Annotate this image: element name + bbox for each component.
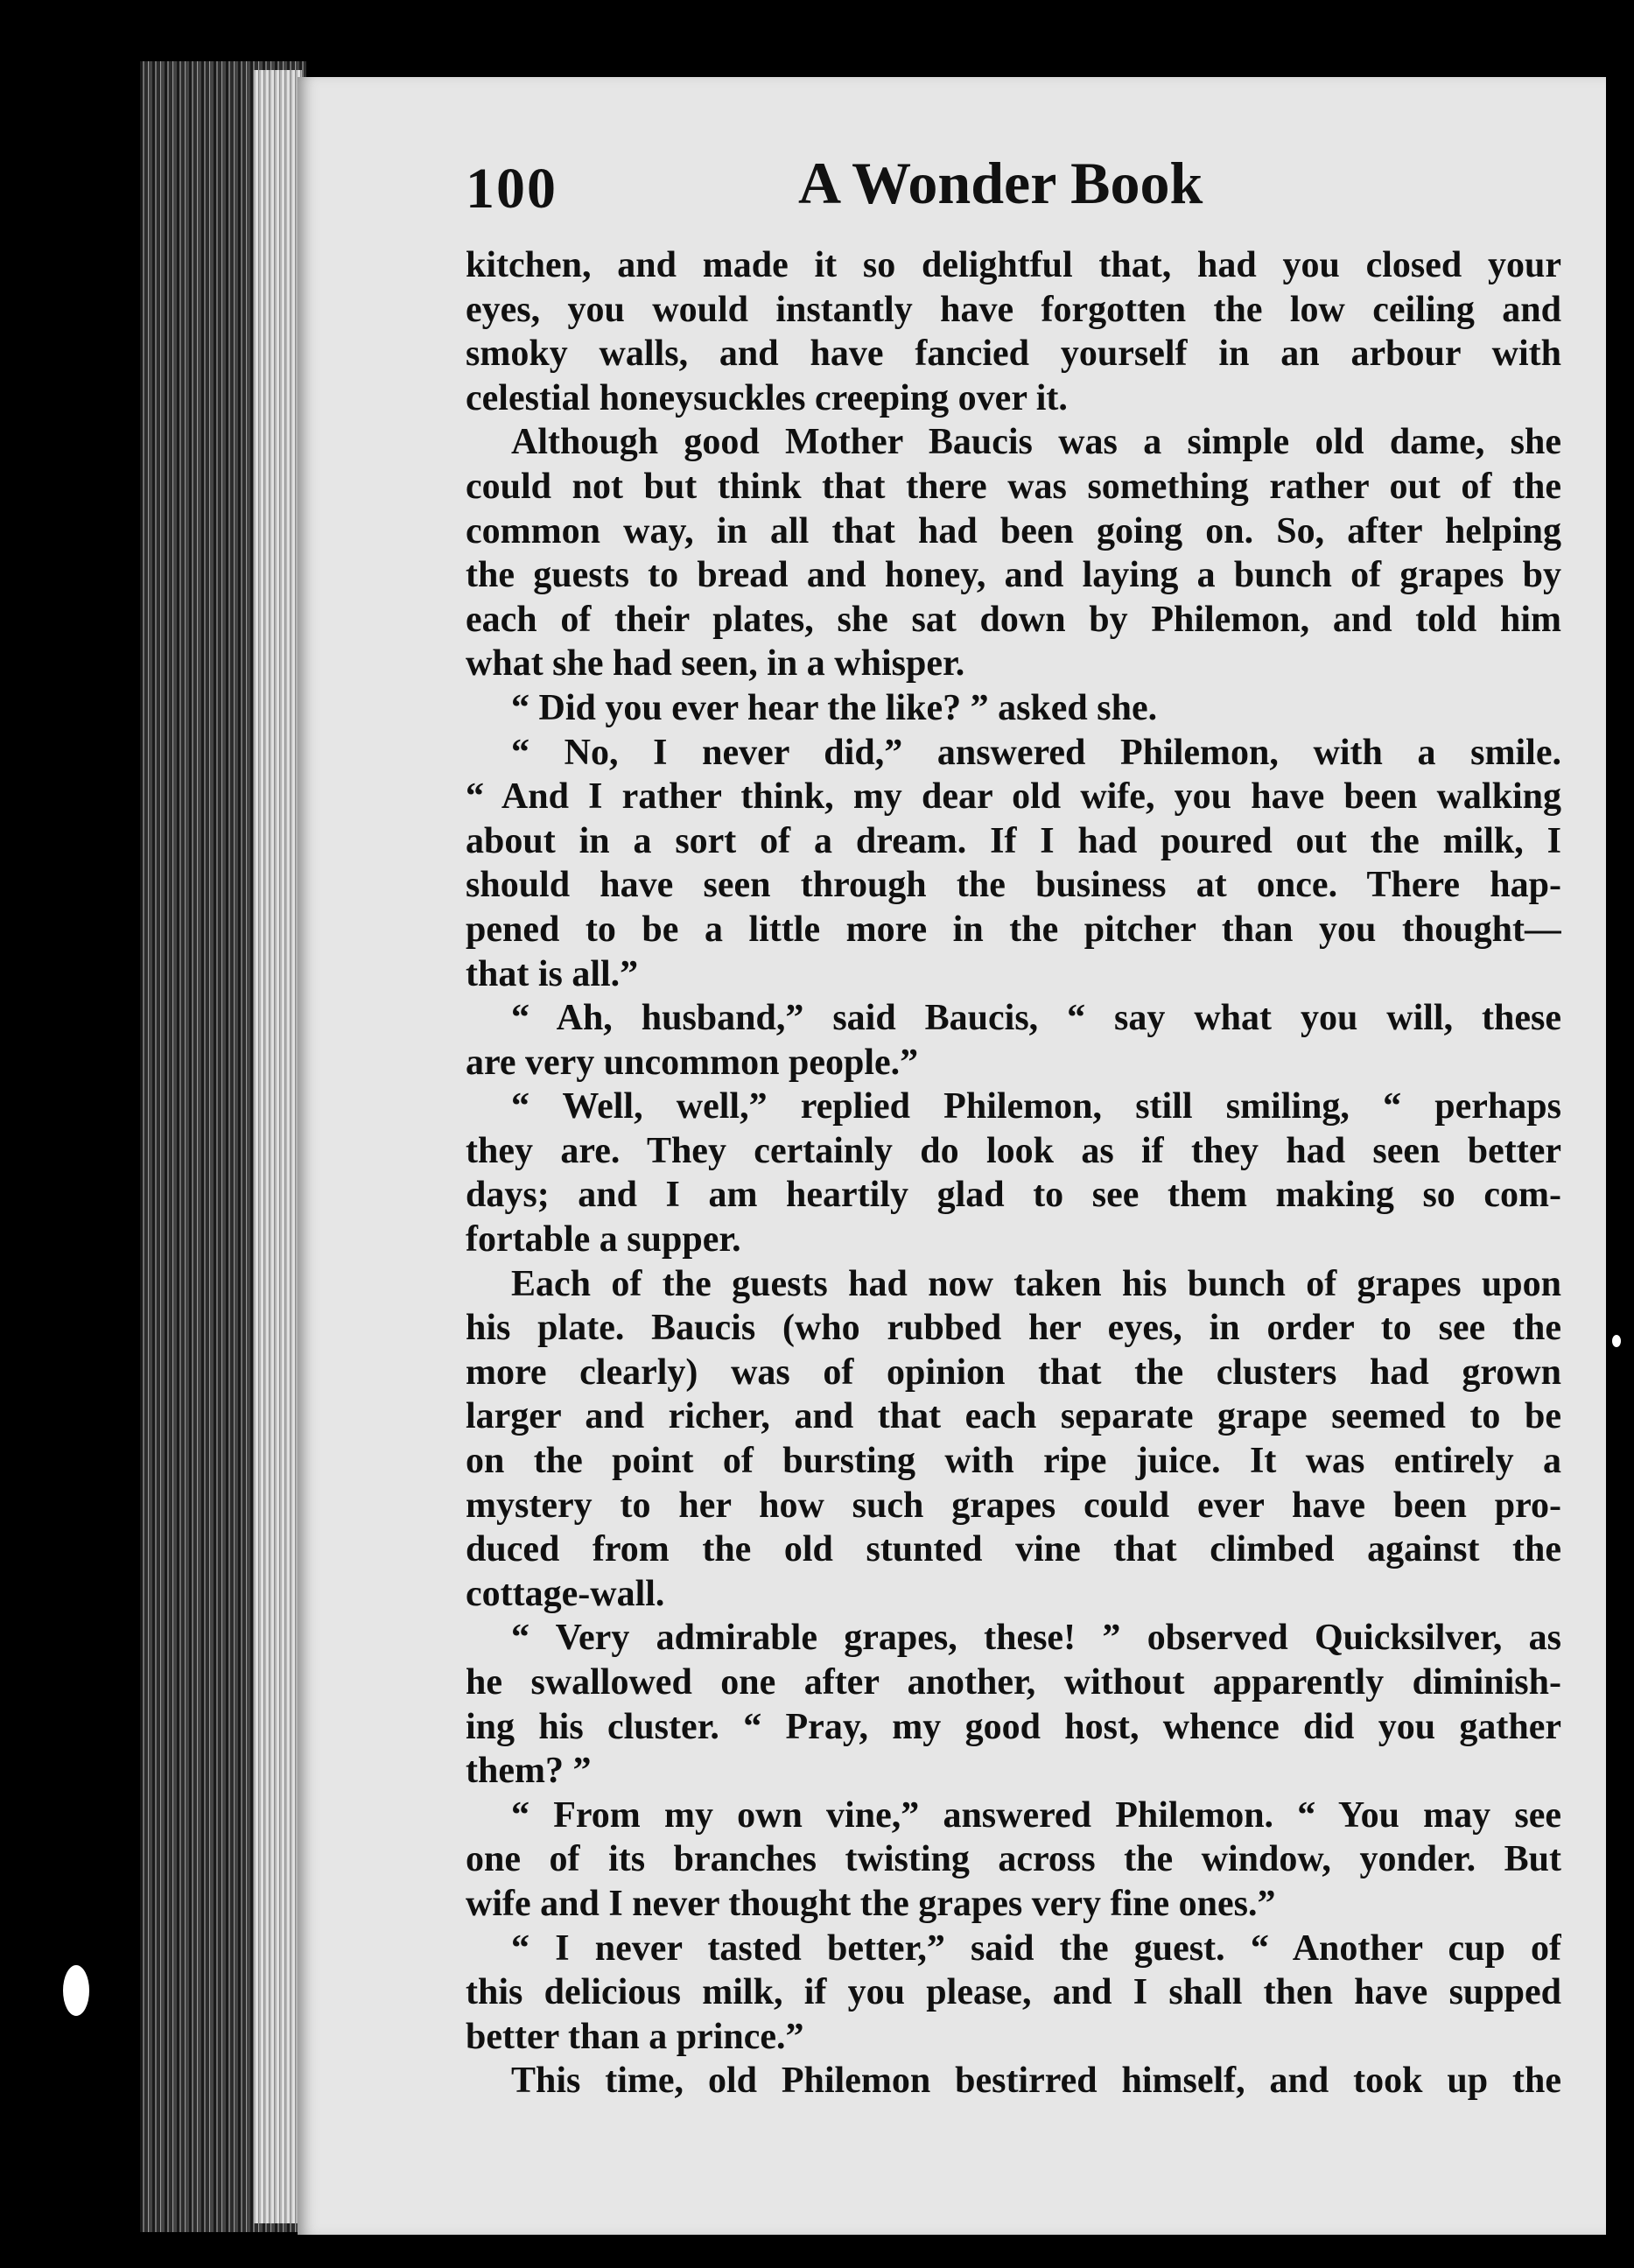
running-title: A Wonder Book [798,150,1203,216]
body-text [466,243,1561,2103]
text-line: “ Very admirable grapes, these! ” observed Quicksilver, as [511,1618,1561,1659]
text-line: This time, old Philemon bestirred himself, and took up the [511,2061,1561,2102]
text-line: duced from the old stunted vine that climbed against the [466,1529,1561,1570]
text-line: cottage-wall. [466,1573,665,1614]
margin-speck [63,1965,89,2016]
text-line: “ Well, well,” replied Philemon, still smiling, “ perhaps [511,1086,1561,1127]
text-line: pened to be a little more in the pitcher than you thought— [466,909,1561,950]
text-line: what she had seen, in a whisper. [466,643,965,685]
margin-speck [1612,1335,1621,1347]
text-line: he swallowed one after another, without apparently diminish- [466,1662,1561,1703]
text-line: the guests to bread and honey, and laying a bunch of grapes by [466,555,1561,596]
text-line: “ And I rather think, my dear old wife, you have been walking [466,776,1561,818]
text-line: larger and richer, and that each separate grape seemed to be [466,1396,1561,1437]
text-line: fortable a supper. [466,1219,741,1260]
text-line: on the point of bursting with ripe juice. It was entirely a [466,1441,1561,1482]
text-line: “ From my own vine,” answered Philemon. “ You may see [511,1794,1561,1836]
text-line: them? ” [466,1751,592,1792]
text-line: ing his cluster. “ Pray, my good host, whence did you gather [466,1706,1561,1747]
text-line: could not but think that there was something rather out of the [466,466,1561,507]
book-page-edges-highlight [254,70,302,2223]
text-line: they are. They certainly do look as if they had seen better [466,1130,1561,1171]
text-line: “ Ah, husband,” said Baucis, “ say what you will, these [511,998,1561,1039]
text-line: this delicious milk, if you please, and I shall then have supped [466,1972,1561,2013]
page-number: 100 [466,157,558,221]
text-line: should have seen through the business at once. There hap- [466,865,1561,906]
book-page [298,77,1606,2235]
running-head [466,150,1516,252]
text-line: Although good Mother Baucis was a simple old dame, she [511,422,1561,463]
text-line: wife and I never thought the grapes very fine ones.” [466,1883,1276,1924]
text-line: days; and I am heartily glad to see them making so com- [466,1175,1561,1216]
text-line: Each of the guests had now taken his bunch of grapes upon [511,1263,1561,1304]
text-line: one of its branches twisting across the window, yonder. But [466,1839,1561,1880]
text-line: more clearly) was of opinion that the clusters had grown [466,1352,1561,1393]
text-line: mystery to her how such grapes could ever have been pro- [466,1485,1561,1526]
text-line: kitchen, and made it so delightful that, had you closed your [466,245,1561,285]
text-line: “ Did you ever hear the like? ” asked she. [511,687,1158,728]
text-line: “ I never tasted better,” said the guest. “ Another cup of [511,1927,1561,1969]
text-line: common way, in all that had been going on. So, after helping [466,510,1561,551]
text-line: his plate. Baucis (who rubbed her eyes, in order to see the [466,1308,1561,1349]
text-line: better than a prince.” [466,2016,804,2057]
text-line: are very uncommon people.” [466,1042,919,1083]
text-line: eyes, you would instantly have forgotten the low ceiling and [466,289,1561,330]
text-line: smoky walls, and have fancied yourself in an arbour with [466,334,1561,375]
text-line: that is all.” [466,953,639,994]
text-line: each of their plates, she sat down by Philemon, and told him [466,599,1561,640]
text-line: celestial honeysuckles creeping over it. [466,377,1068,418]
text-line: about in a sort of a dream. If I had poured out the milk, I [466,820,1561,861]
text-line: “ No, I never did,” answered Philemon, with a smile. [511,732,1561,773]
